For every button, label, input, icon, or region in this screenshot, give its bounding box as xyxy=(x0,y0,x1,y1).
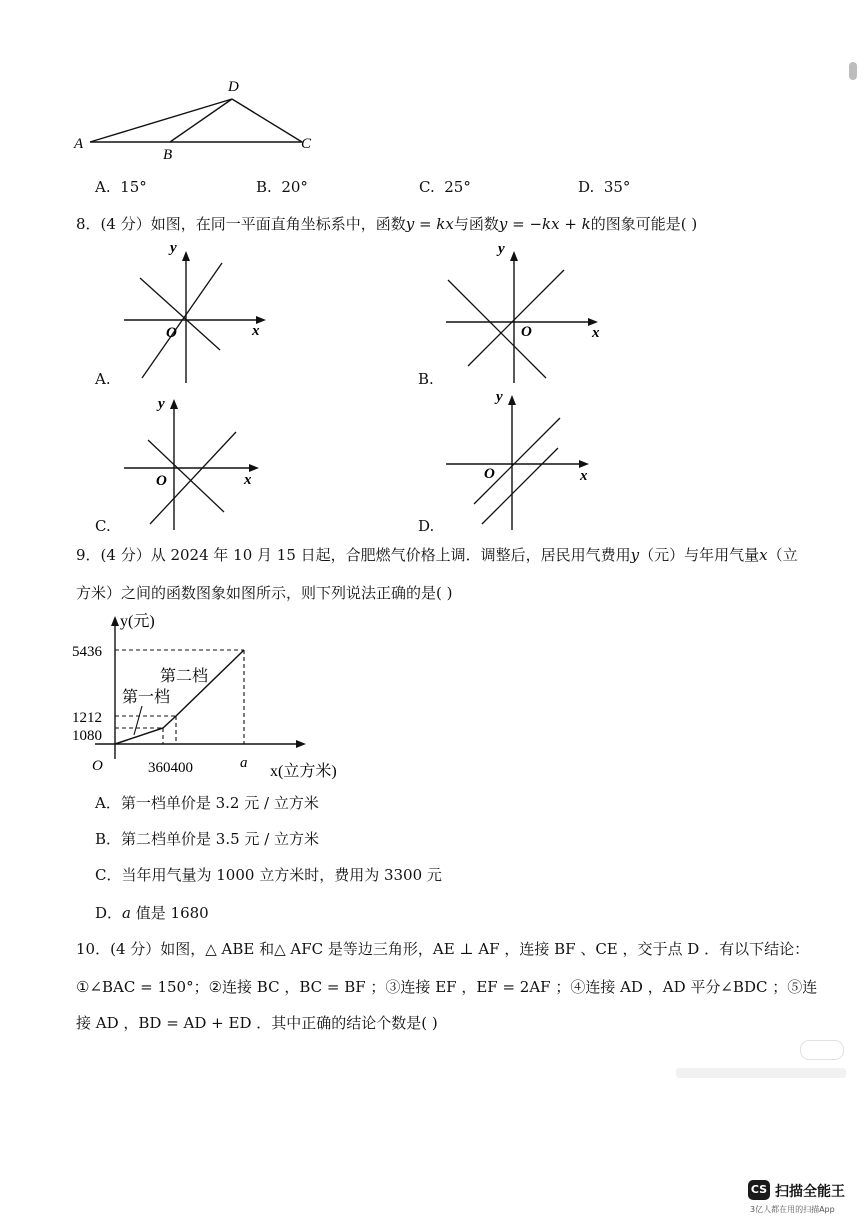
q8-option-b[interactable]: B. xyxy=(418,370,434,388)
camscanner-brand: 扫描全能王 xyxy=(775,1184,845,1200)
q9-xtick-360400: 360400 xyxy=(148,760,193,776)
q9-option-c-text: 当年用气量为 1000 立方米时，费用为 3300 元 xyxy=(121,866,442,884)
q8-option-a[interactable]: A. xyxy=(95,370,111,388)
q9-ytick-1080: 1080 xyxy=(72,728,102,744)
q8-option-c[interactable]: C. xyxy=(95,517,111,535)
q10-stem-line2: ①∠BAC = 150°；②连接 BC ，BC = BF ；③连接 EF ，EF = 2AF ；④连接 AD ，AD 平分∠BDC ；⑤连 xyxy=(76,978,818,996)
q7-option-d-letter: D. xyxy=(578,178,595,196)
q8-stem-mid: 与函数 xyxy=(453,215,499,233)
q7-option-c-letter: C. xyxy=(419,178,435,196)
q9-option-a-letter: A． xyxy=(95,794,121,812)
q9-stem-part3: （立 xyxy=(767,546,798,564)
q9-option-c-letter: C． xyxy=(95,866,122,884)
q9-stem-line1 xyxy=(76,544,798,565)
q9-var-x: x xyxy=(759,546,768,564)
q9-stem-line2: 方米）之间的函数图象如图所示，则下列说法正确的是( ) xyxy=(76,584,453,602)
q9-ytick-5436: 5436 xyxy=(72,644,102,660)
watermark-strip xyxy=(676,1068,846,1078)
camscanner-logo: CS xyxy=(748,1180,770,1200)
q9-tier1-label: 第一档 xyxy=(122,689,171,706)
q9-origin: O xyxy=(92,758,103,774)
scrollbar-thumb[interactable] xyxy=(849,62,857,80)
q8-a-y-label: y xyxy=(170,240,177,256)
q9-option-a-text: 第一档单价是 3.2 元 / 立方米 xyxy=(120,794,319,812)
q7-option-c[interactable] xyxy=(419,178,471,196)
q8-function-2: y = −kx + k xyxy=(498,215,591,233)
q8-graph-c xyxy=(120,392,280,532)
q9-tier2-label: 第二档 xyxy=(160,668,209,685)
q7-triangle-figure xyxy=(70,72,330,167)
q7-option-d-text: 35° xyxy=(603,178,631,196)
q8-d-origin: O xyxy=(484,466,495,482)
q7-option-a-letter: A. xyxy=(95,178,111,196)
q8-stem-part1: 8．(4 分）如图，在同一平面直角坐标系中，函数 xyxy=(76,215,406,233)
q8-b-y-label: y xyxy=(498,241,505,257)
q8-a-origin: O xyxy=(166,325,177,341)
q8-c-x-label: x xyxy=(244,472,252,488)
q7-label-d: D xyxy=(228,79,239,95)
q8-d-y-label: y xyxy=(496,389,503,405)
q9-tier1-pointer xyxy=(134,706,142,735)
q8-stem xyxy=(76,213,697,234)
q8-c-origin: O xyxy=(156,473,167,489)
q9-y-label: y(元) xyxy=(120,613,155,630)
q8-option-d[interactable]: D. xyxy=(418,517,435,535)
q8-stem-part2: 的图象可能是( ) xyxy=(590,215,698,233)
q8-c-y-label: y xyxy=(158,396,165,412)
q9-option-d-text: 值是 1680 xyxy=(135,904,209,922)
q9-stem-part2: （元）与年用气量 xyxy=(639,546,760,564)
q10-stem-line3: 接 AD ，BD = AD + ED ．其中正确的结论个数是( ) xyxy=(76,1014,438,1032)
q8-graph-b xyxy=(440,238,610,388)
q9-option-c[interactable] xyxy=(95,864,442,885)
q7-option-a-text: 15° xyxy=(120,178,147,196)
q7-option-b[interactable] xyxy=(256,178,308,196)
q9-option-b-letter: B． xyxy=(95,830,122,848)
q9-option-d[interactable] xyxy=(95,902,209,923)
q8-graph-d xyxy=(440,386,600,532)
q7-option-a[interactable] xyxy=(95,178,147,196)
q7-label-c: C xyxy=(301,136,312,152)
q9-option-b[interactable] xyxy=(95,828,319,849)
q7-option-b-letter: B. xyxy=(256,178,272,196)
q9-gas-cost-chart xyxy=(70,604,360,784)
q9-option-a[interactable] xyxy=(95,792,319,813)
q8-a-x-label: x xyxy=(252,323,260,339)
q9-var-y: y xyxy=(630,546,640,564)
q9-option-d-var: a xyxy=(122,904,131,922)
watermark-badge xyxy=(800,1040,844,1060)
q8-b-origin: O xyxy=(521,324,532,340)
q7-option-d[interactable] xyxy=(578,178,630,196)
q8-b-x-label: x xyxy=(592,325,600,341)
q8-graph-a xyxy=(120,238,280,388)
q9-ytick-1212: 1212 xyxy=(72,710,102,726)
q9-option-b-text: 第二档单价是 3.5 元 / 立方米 xyxy=(121,830,320,848)
q7-label-b: B xyxy=(163,147,173,163)
q7-option-b-text: 20° xyxy=(281,178,308,196)
camscanner-tagline: 3亿人都在用的扫描App xyxy=(750,1205,835,1214)
q8-d-x-label: x xyxy=(580,468,588,484)
q9-option-d-letter: D． xyxy=(95,904,123,922)
q7-option-c-text: 25° xyxy=(444,178,471,196)
q9-xtick-a: a xyxy=(240,755,248,771)
q8-function-1: y = kx xyxy=(405,215,454,233)
q7-label-a: A xyxy=(74,136,84,152)
q9-x-label: x(立方米) xyxy=(270,763,337,780)
q10-stem-line1: 10．(4 分）如图，△ ABE 和△ AFC 是等边三角形，AE ⊥ AF ，连接 BF 、CE ，交于点 D ．有以下结论： xyxy=(76,940,810,958)
q9-stem-part1: 9．(4 分）从 2024 年 10 月 15 日起，合肥燃气价格上调．调整后，居民用气费用 xyxy=(76,546,631,564)
